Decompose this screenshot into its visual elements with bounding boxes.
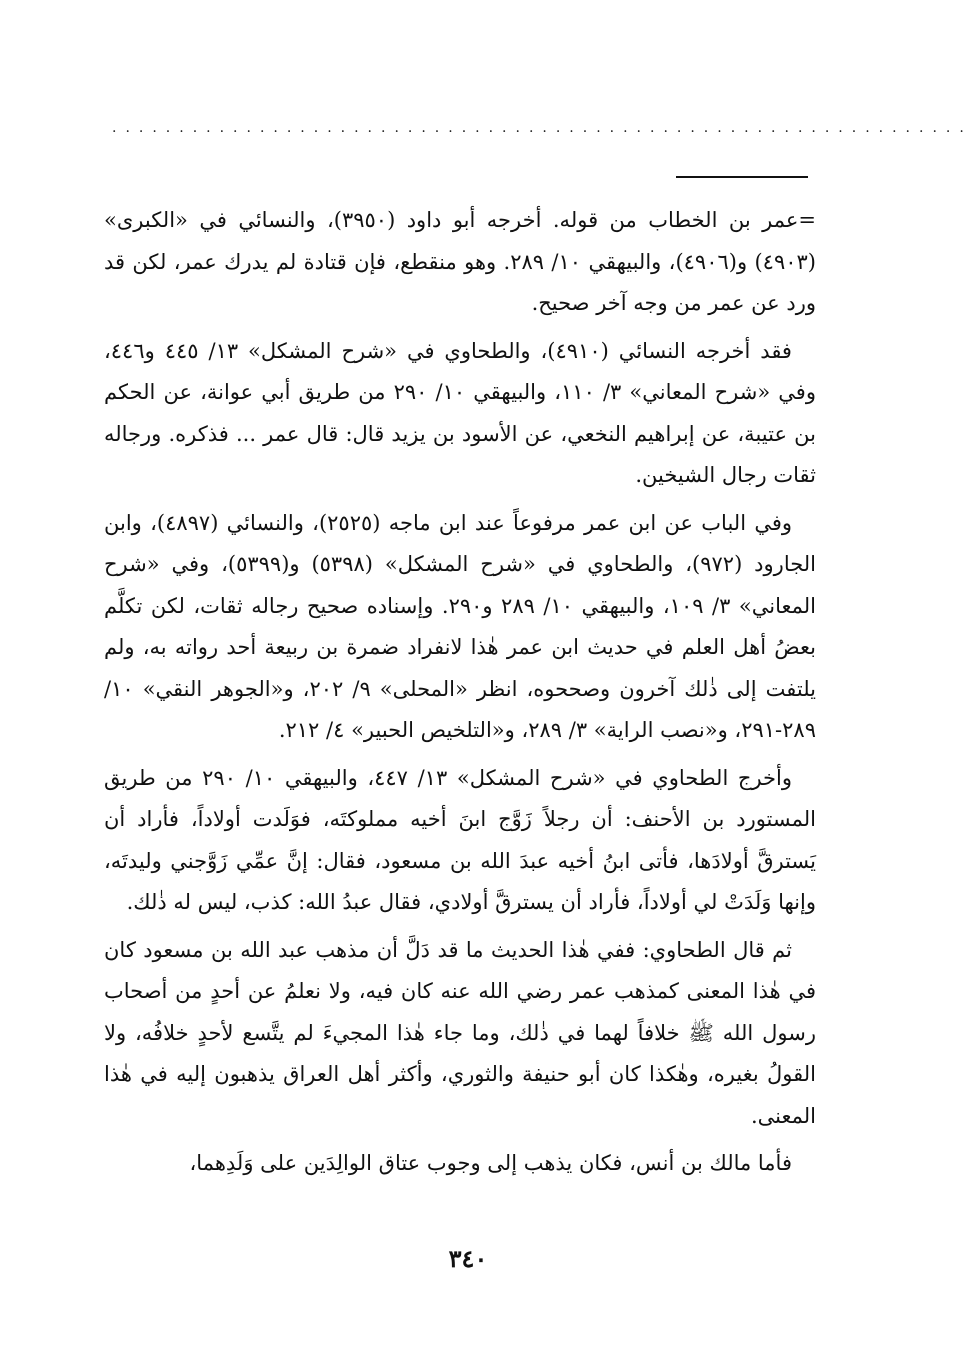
- footnote-paragraph-6: فأما مالك بن أنس، فكان يذهب إلى وجوب عتاق الوالِدَين على وَلَدِهما،: [189, 1151, 792, 1175]
- footnote-paragraph-3: وفي الباب عن ابن عمر مرفوعاً عند ابن ماجه (٢٥٢٥)، والنسائي (٤٨٩٧)، وابن الجارود (٩٧٢)، والطحاوي في «شرح المشكل» (٥٣٩٨) و(٥٣٩٩)، وفي «شرح المعاني» ٣/ ١٠٩، والبيهقي ١٠/ ٢٨٩ و٢٩٠. وإسناده صحيح رجاله ثقات، لكن تكلَّم بعضُ أهل العلم في حديث ابن عمر هٰذا لانفراد ضمرة بن ربيعة أحد رواته به، ولم يلتفت إلى ذٰلك آخرون وصححوه، انظر «المحلى» ٩/ ٢٠٢، و«الجوهر النقي» ١٠/ ٢٨٩-٢٩١، و«نصب الراية» ٣/ ٢٨٩، و«التلخيص الحبير» ٤/ ٢١٢.: [104, 510, 817, 742]
- footnote-text: [104, 200, 816, 1191]
- footnote-paragraph-1: =عمر بن الخطاب من قوله. أخرجه أبو داود (٣٩٥٠)، والنسائي في «الكبرى» (٤٩٠٣) و(٤٩٠٦)، والبيهقي ١٠/ ٢٨٩. وهو منقطع، فإن قتادة لم يدرك عمر، لكن قد ورد عن عمر من وجه آخر صحيح.: [104, 208, 816, 315]
- footnote-paragraph-2: فقد أخرجه النسائي (٤٩١٠)، والطحاوي في «شرح المشكل» ١٣/ ٤٤٥ و٤٤٦، وفي «شرح المعاني» ٣/ ١١٠، والبيهقي ١٠/ ٢٩٠ من طريق أبي عوانة، عن الحكم بن عتيبة، عن إبراهيم النخعي، عن الأسود بن يزيد قال: قال عمر ... فذكره. ورجاله ثقات رجال الشيخين.: [104, 338, 816, 487]
- footnote-paragraph-4: وأخرج الطحاوي في «شرح المشكل» ١٣/ ٤٤٧، والبيهقي ١٠/ ٢٩٠ من طريق المستورد بن الأحنف: أن رجلاً زَوَّج ابنَ أخيه مملوكتَه، فوَلَدت أولاداً، فأراد أن يَسترقَّ أولادَها، فأتى ابنُ أخيه عبدَ الله بن مسعود، فقال: إنَّ عمِّي زَوَّجني وليدتَه، وإنها وَلَدَتْ لي أولاداً، فأراد أن يسترقَّ أولادي، فقال عبدُ الله: كذب، ليس له ذٰلك.: [104, 765, 816, 914]
- page-number: ٣٤٠: [448, 1244, 488, 1273]
- footnote-paragraph-5: ثم قال الطحاوي: ففي هٰذا الحديث ما قد دَلَّ أن مذهب عبد الله بن مسعود كان في هٰذا المعنى كمذهب عمر رضي الله عنه كان فيه، ولا نعلمُ عن أحدٍ من أصحاب رسول الله ﷺ خلافاً لهما في ذٰلك، وما جاء هٰذا المجيءَ لم يتَّسع لأحدٍ خلافُه، ولا القولُ بغيره، وهٰكذا كان أبو حنيفة والثوري، وأكثر أهل العراق يذهبون إليه في هٰذا المعنى.: [104, 937, 816, 1128]
- footnote-rule: [676, 176, 808, 178]
- dotted-separator: ................................................................: [112, 120, 973, 136]
